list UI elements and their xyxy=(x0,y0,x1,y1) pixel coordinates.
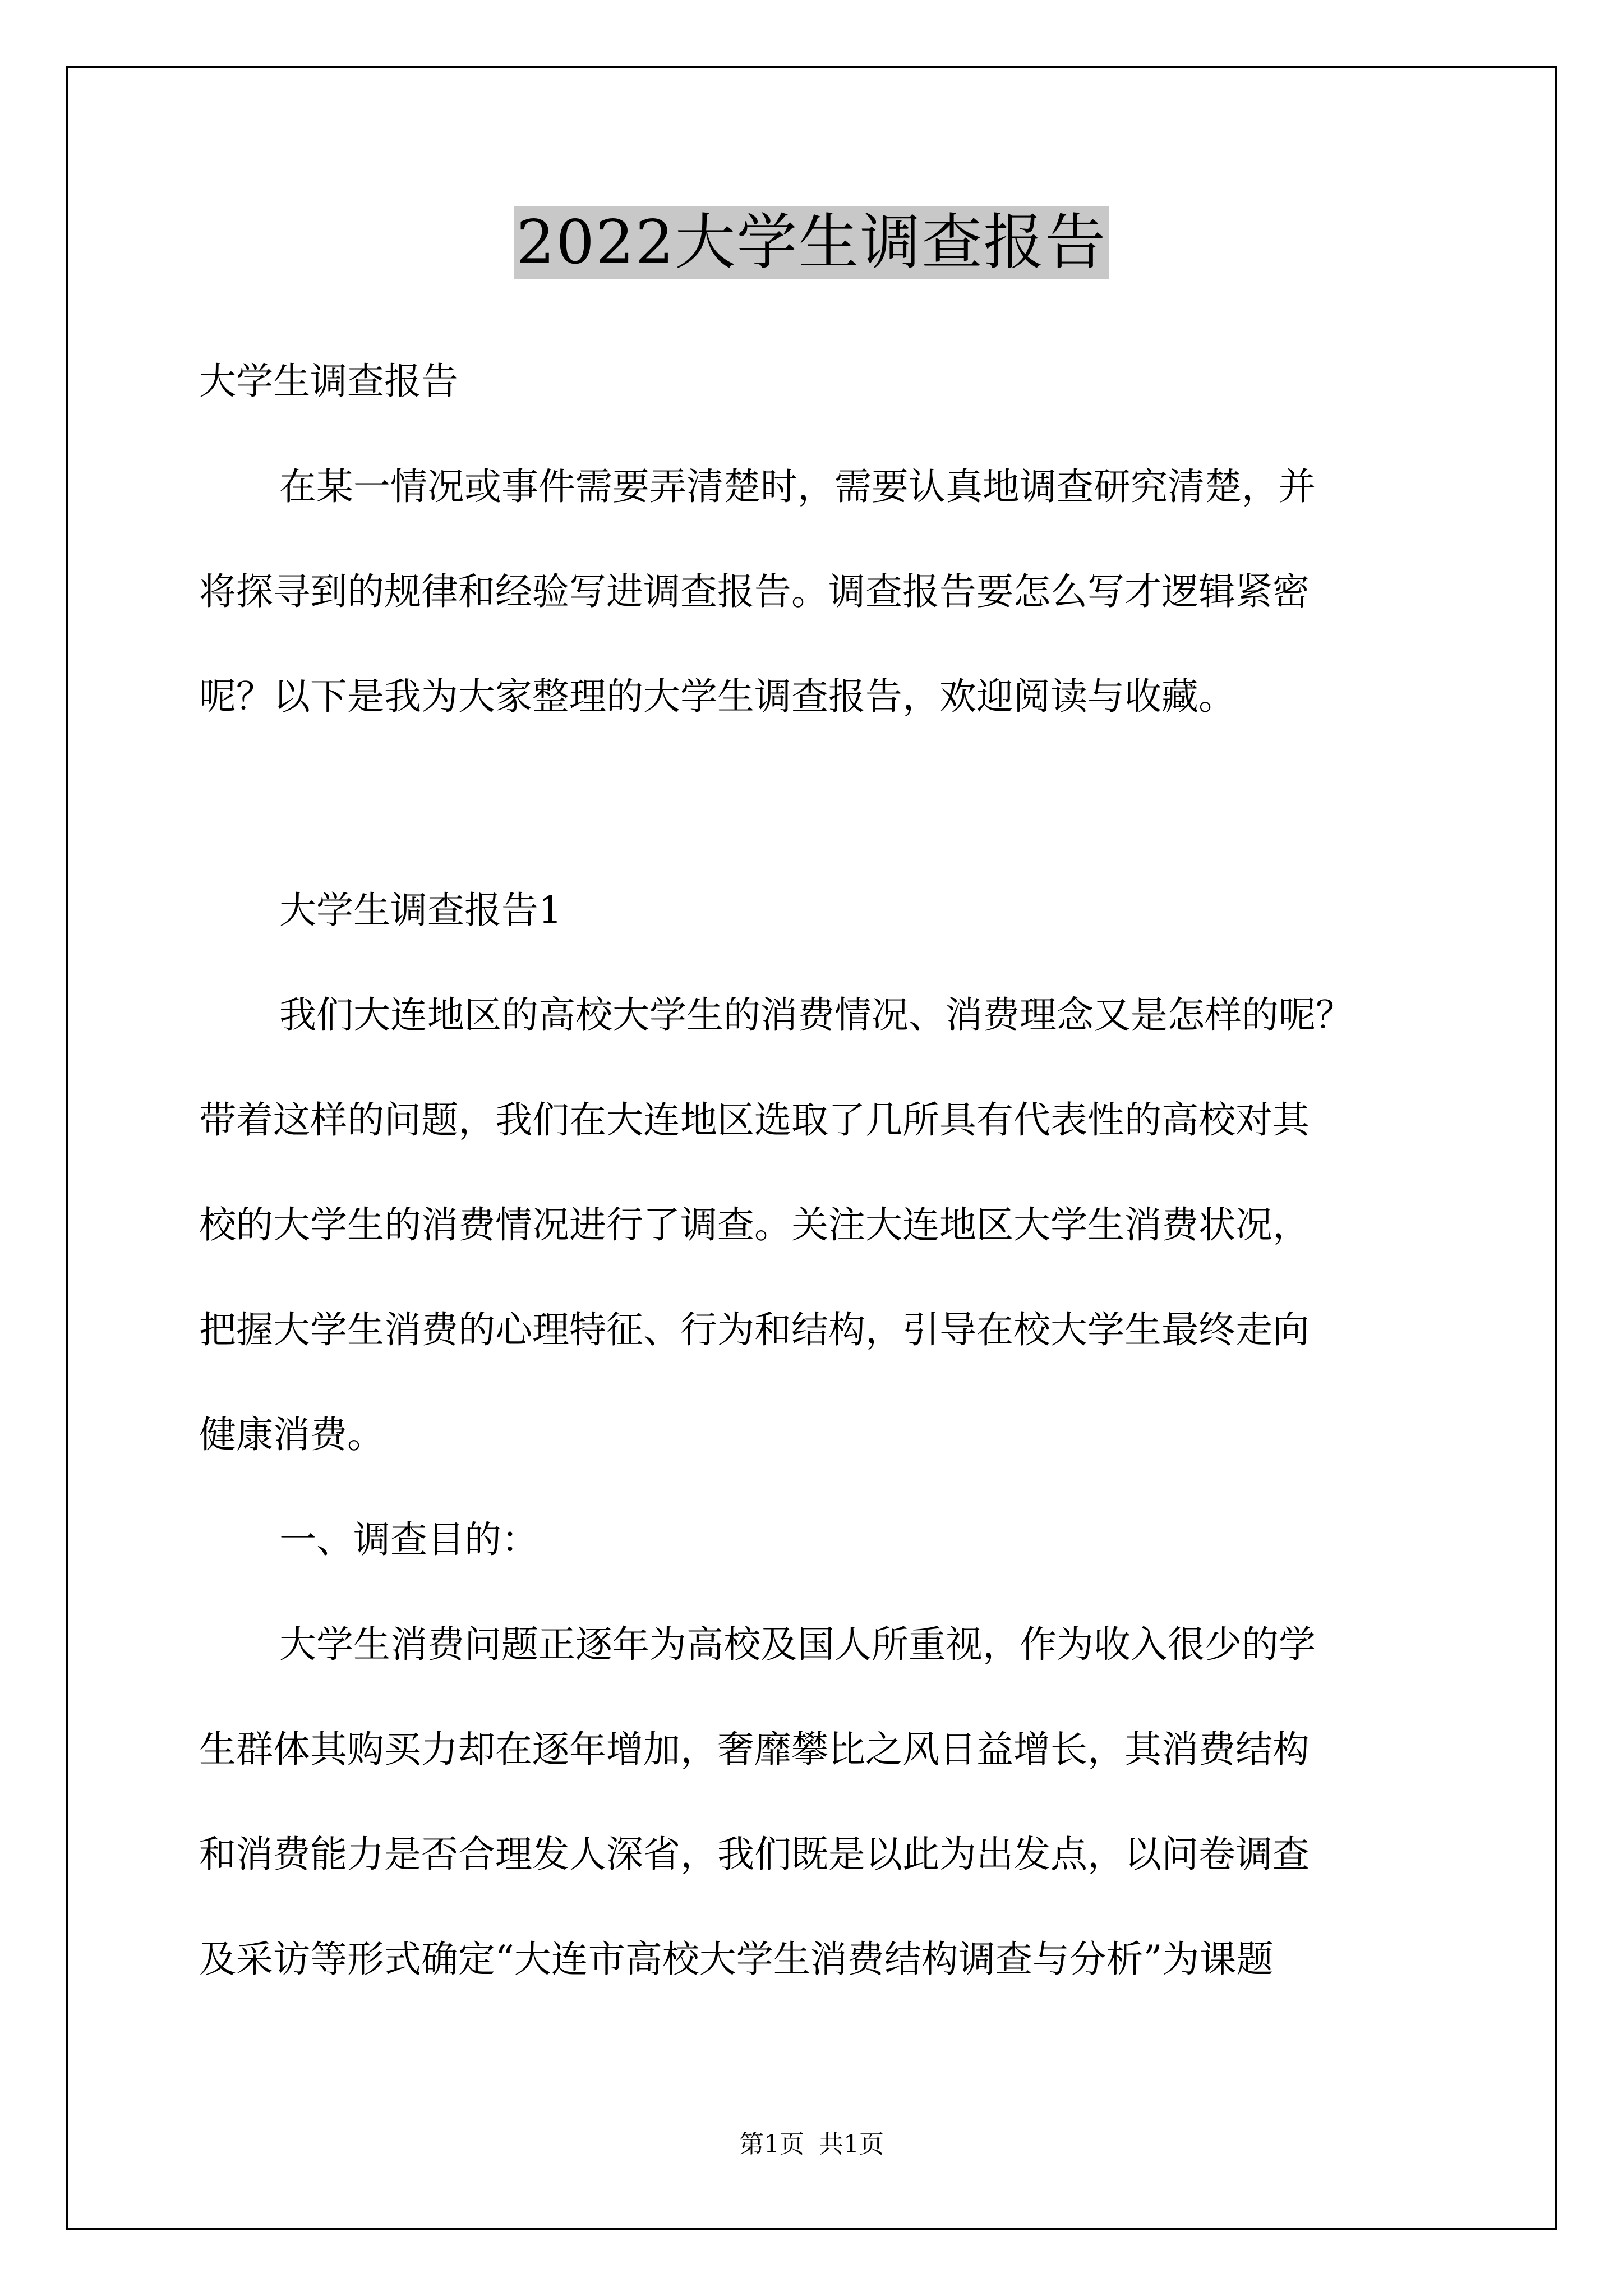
subtitle: 大学生调查报告 xyxy=(199,360,458,403)
paragraph-line: 和消费能力是否合理发人深省，我们既是以此为出发点，以问卷调查 xyxy=(199,1833,1310,1876)
paragraph-line: 健康消费。 xyxy=(199,1413,384,1456)
page-footer xyxy=(0,2129,1623,2160)
paragraph-line: 校的大学生的消费情况进行了调查。关注大连地区大学生消费状况， xyxy=(199,1203,1310,1246)
title-container xyxy=(0,206,1623,279)
paragraph-line: 把握大学生消费的心理特征、行为和结构，引导在校大学生最终走向 xyxy=(199,1308,1310,1351)
page-number: 第1页 xyxy=(739,2130,804,2159)
paragraph-line: 在某一情况或事件需要弄清楚时，需要认真地调查研究清楚，并 xyxy=(279,465,1316,508)
page-total: 共1页 xyxy=(819,2130,884,2159)
paragraph-line: 将探寻到的规律和经验写进调查报告。调查报告要怎么写才逻辑紧密 xyxy=(199,570,1310,613)
paragraph-line: 生群体其购买力却在逐年增加，奢靡攀比之风日益增长，其消费结构 xyxy=(199,1728,1310,1771)
document-title: 2022大学生调查报告 xyxy=(514,206,1109,279)
section-heading: 大学生调查报告1 xyxy=(279,889,562,932)
paragraph-line: 我们大连地区的高校大学生的消费情况、消费理念又是怎样的呢？ xyxy=(279,993,1353,1037)
paragraph-line: 及采访等形式确定“大连市高校大学生消费结构调查与分析”为课题 xyxy=(199,1938,1274,1981)
paragraph-line: 带着这样的问题，我们在大连地区选取了几所具有代表性的高校对其 xyxy=(199,1098,1310,1142)
paragraph-line: 大学生消费问题正逐年为高校及国人所重视，作为收入很少的学 xyxy=(279,1623,1316,1666)
paragraph-line: 呢？以下是我为大家整理的大学生调查报告，欢迎阅读与收藏。 xyxy=(199,675,1235,718)
section-heading: 一、调查目的： xyxy=(279,1518,538,1561)
